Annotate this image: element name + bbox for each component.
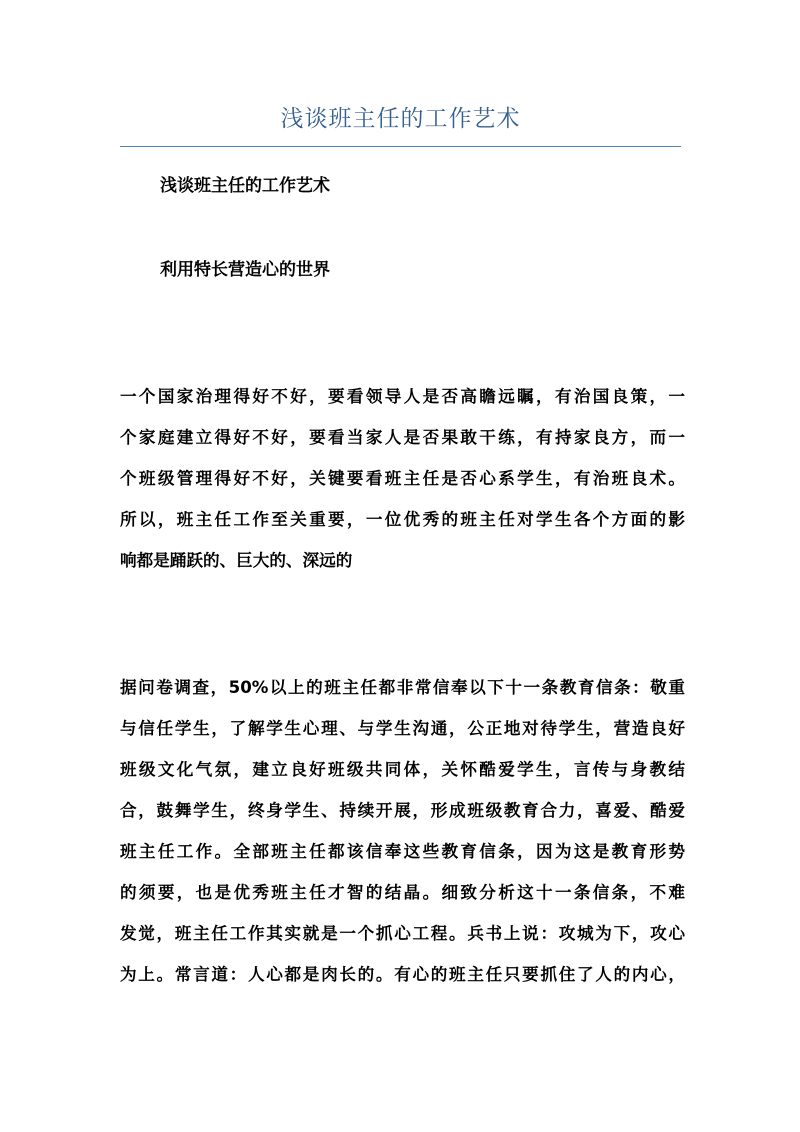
paragraph-line: 个家庭建立得好不好，要看当家人是否果敢干练，有持家良方，而一 — [120, 428, 685, 447]
paragraph-line: 的须要，也是优秀班主任才智的结晶。细致分析这十一条信条，不难 — [120, 883, 685, 902]
section-heading: 利用特长营造心的世界 — [160, 260, 330, 280]
paragraph-line: 班主任工作。全部班主任都该信奉这些教育信条，因为这是教育形势 — [120, 842, 685, 861]
paragraph-line: 与信任学生，了解学生心理、与学生沟通，公正地对待学生，营造良好 — [120, 719, 685, 738]
paragraph-2 — [120, 667, 685, 995]
paragraph-line: 合，鼓舞学生，终身学生、持续开展，形成班级教育合力，喜爱、酷爱 — [120, 801, 685, 820]
paragraph-line: 为上。常言道：人心都是肉长的。有心的班主任只要抓住了人的内心， — [120, 965, 685, 984]
paragraph-line: 所以，班主任工作至关重要，一位优秀的班主任对学生各个方面的影 — [120, 510, 685, 529]
paragraph-line: 个班级管理得好不好，关键要看班主任是否心系学生，有治班良术。 — [120, 469, 685, 488]
article-title: 浅谈班主任的工作艺术 — [160, 176, 330, 196]
paragraph-1 — [120, 376, 685, 581]
paragraph-line: 据问卷调查，50%以上的班主任都非常信奉以下十一条教育信条：敬重 — [120, 678, 685, 697]
paragraph-line: 班级文化气氛，建立良好班级共同体，关怀酷爱学生，言传与身教结 — [120, 760, 685, 779]
paragraph-line: 发觉，班主任工作其实就是一个抓心工程。兵书上说：攻城为下，攻心 — [120, 924, 685, 943]
header-title: 浅谈班主任的工作艺术 — [280, 106, 521, 132]
paragraph-line: 响都是踊跃的、巨大的、深远的 — [120, 551, 353, 570]
paragraph-line: 一个国家治理得好不好，要看领导人是否高瞻远瞩，有治国良策，一 — [120, 387, 685, 406]
page-header — [120, 96, 681, 147]
